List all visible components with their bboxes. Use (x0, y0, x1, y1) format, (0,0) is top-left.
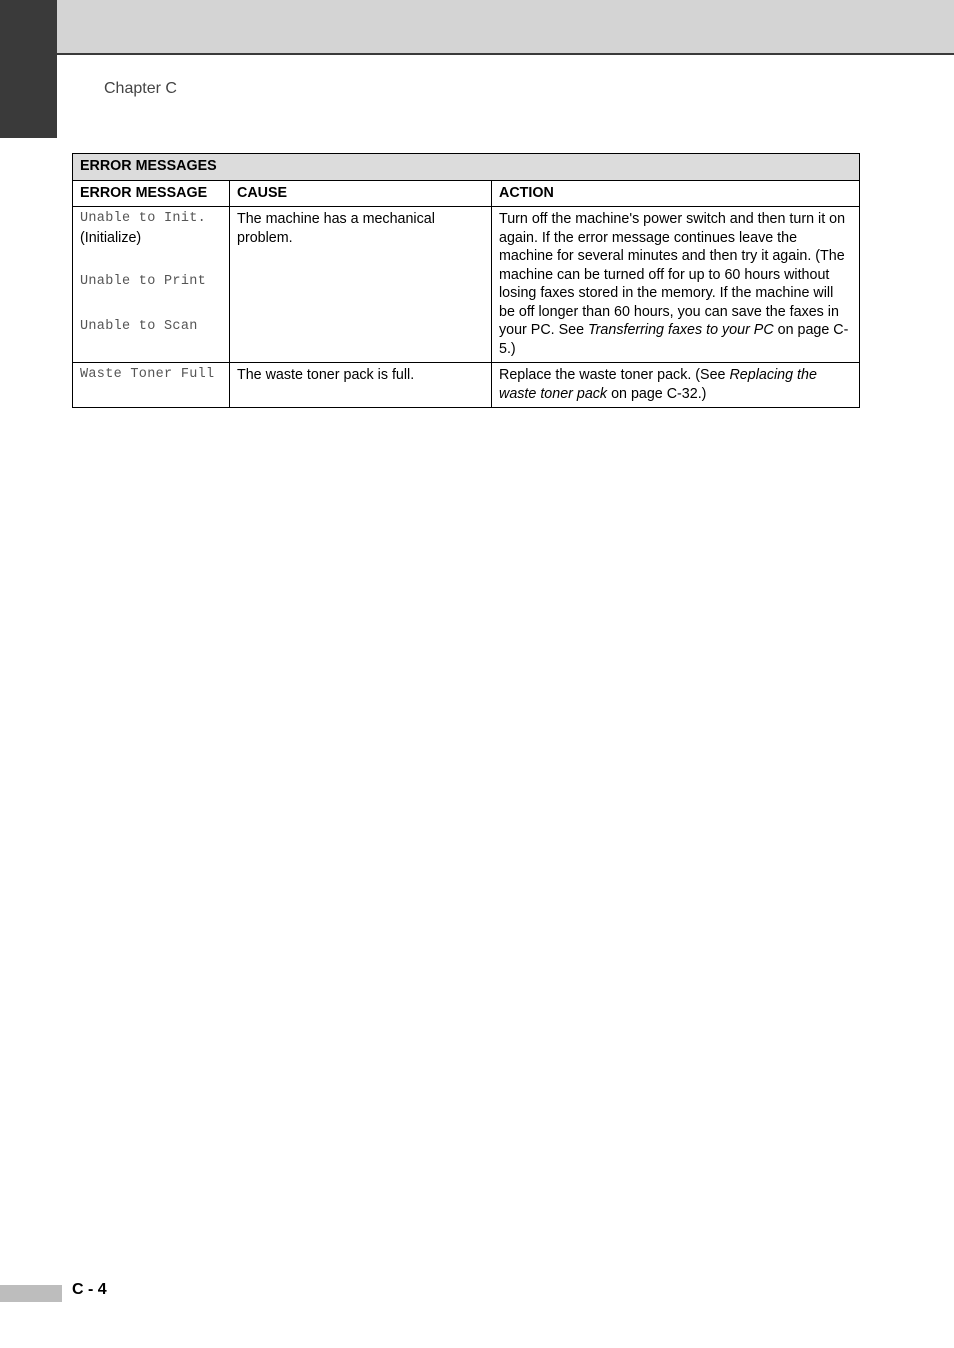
cause-cell: The waste toner pack is full. (230, 363, 492, 408)
error-message-code: Unable to Scan (80, 318, 198, 334)
cross-reference: Replacing the waste toner pack (499, 367, 817, 402)
chapter-label: Chapter C (104, 80, 177, 97)
header-band (57, 0, 954, 55)
column-header-cause: CAUSE (230, 180, 492, 207)
error-message-code: Unable to Init. (80, 211, 207, 226)
error-message-code: Waste Toner Full (80, 367, 215, 382)
footer-bar (0, 1285, 62, 1302)
table-row (73, 363, 860, 408)
table-caption: ERROR MESSAGES (73, 154, 860, 181)
error-messages-table (72, 153, 860, 408)
error-message-cell (73, 363, 230, 408)
table-caption-row (73, 154, 860, 181)
column-header-action: ACTION (492, 180, 860, 207)
table-header-row (73, 180, 860, 207)
action-text: Replace the waste toner pack. (See (499, 367, 730, 383)
action-cell (492, 207, 860, 363)
error-message-code: Unable to Print (80, 274, 207, 289)
cross-reference: Transferring faxes to your PC (588, 322, 774, 338)
page-number: C - 4 (72, 1281, 107, 1298)
chapter-tab (0, 0, 57, 138)
error-message-cell (73, 207, 230, 363)
cause-cell: The machine has a mechanical problem. (230, 207, 492, 363)
action-text: Turn off the machine's power switch and then turn it on again. If the error message continues leave the machine for several minutes and then try it again. (The machine can be turned off for up to 60 hours without losing faxes stored in the memory. If the machine will be off longer than 60 hours, you can save the faxes in your PC. See (499, 211, 846, 338)
table-row (73, 207, 860, 363)
action-text-tail: on page C-32.) (607, 385, 707, 402)
error-message-note: (Initialize) (80, 229, 142, 246)
action-text-tail: on page C-5.) (499, 322, 849, 357)
column-header-error-message: ERROR MESSAGE (73, 180, 230, 207)
action-cell (492, 363, 860, 408)
